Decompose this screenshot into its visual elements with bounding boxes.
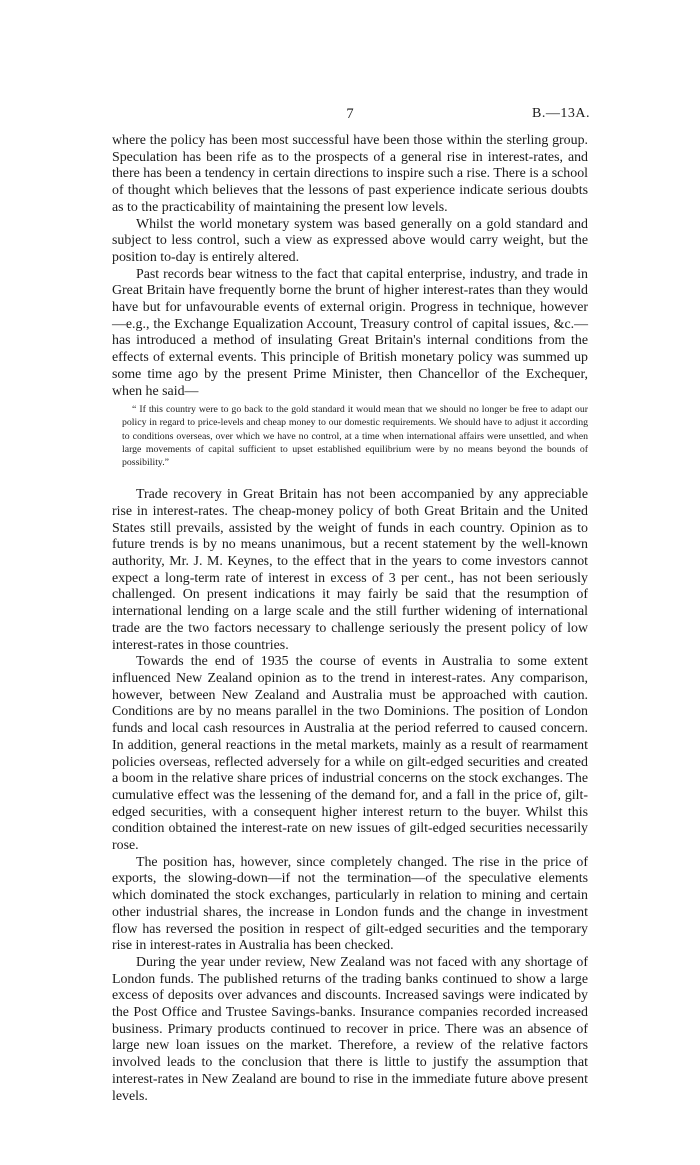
block-quote: “ If this country were to go back to the gold standard it would mean that we should no longer be free to adapt our policy in regard to price-levels and cheap money to our domestic requirements. We should have to adjust it according to conditions overseas, over which we have no control, at a time when international affairs were unsettled, and when large movements of capital sufficient to upset established equilibrium were by no means beyond the bounds of possibility.”	[122, 404, 588, 469]
body-text	[112, 133, 588, 1105]
paragraph: Towards the end of 1935 the course of events in Australia to some extent influenced New Zealand opinion as to the trend in interest-rates. Any comparison, however, between New Zealand and Australia must be approached with caution. Conditions are by no means parallel in the two Dominions. The position of London funds and local cash resources in Australia at the period referred to caused concern. In addition, general reactions in the metal markets, mainly as a result of rearmament policies overseas, reflected adversely for a while on gilt-edged securities and created a boom in the relative share prices of industrial concerns on the stock exchanges. The cumulative effect was the lessening of the demand for, and a fall in the price of, gilt-edged securities, with a consequent higher interest return to the buyer. Whilst this condition obtained the interest-rate on new issues of gilt-edged securities necessarily rose.	[112, 654, 588, 854]
paragraph: where the policy has been most successful have been those within the sterling group. Speculation has been rife as to the prospects of a general rise in interest-rates, and there has been a tendency in certain directions to inspire such a rise. There is a school of thought which believes that the lessons of past experience indicate serious doubts as to the practicability of maintaining the present low levels.	[112, 133, 588, 215]
paragraph: Trade recovery in Great Britain has not been accompanied by any appreciable rise in interest-rates. The cheap-money policy of both Great Britain and the United States still prevails, assisted by the weight of funds in each country. Opinion as to future trends is by no means unanimous, but a recent statement by the well-known authority, Mr. J. M. Keynes, to the effect that in the years to come investors cannot expect a long-term rate of interest in excess of 3 per cent., has not been seriously challenged. On present indications it may fairly be said that the resumption of international lending on a large scale and the still further widening of international trade are the two factors necessary to challenge seriously the present policy of low interest-rates in those countries.	[112, 487, 588, 653]
section-gap	[112, 469, 588, 487]
document-reference: B.—13A.	[532, 106, 590, 121]
paragraph: The position has, however, since completely changed. The rise in the price of exports, the slowing-down—if not the termination—of the speculative elements which dominated the stock exchanges, particularly in relation to mining and certain other industrial shares, the increase in London funds and the change in investment flow has reversed the position in respect of gilt-edged securities and the temporary rise in interest-rates in Australia has been checked.	[112, 854, 588, 954]
page-header	[0, 106, 700, 126]
paragraph: Past records bear witness to the fact that capital enterprise, industry, and trade in Great Britain have frequently borne the brunt of higher interest-rates than they would have but for unfavourable events of external origin. Progress in technique, however—e.g., the Exchange Equalization Account, Treasury control of capital issues, &c.—has introduced a method of insulating Great Britain's internal conditions from the effects of external events. This principle of British monetary policy was summed up some time ago by the present Prime Minister, then Chancellor of the Exchequer, when he said—	[112, 266, 588, 399]
page-number: 7	[346, 106, 354, 122]
paragraph: During the year under review, New Zealand was not faced with any shortage of London funds. The published returns of the trading banks continued to show a large excess of deposits over advances and discounts. Increased savings were indicated by the Post Office and Trustee Savings-banks. Insurance companies recorded increased business. Primary products continued to recover in price. There was an absence of large new loan issues on the market. Therefore, a review of the relative factors involved leads to the conclusion that there is little to justify the assumption that interest-rates in New Zealand are bound to rise in the immediate future above present levels.	[112, 954, 588, 1104]
paragraph: Whilst the world monetary system was based generally on a gold standard and subject to less control, such a view as expressed above would carry weight, but the position to-day is entirely altered.	[112, 216, 588, 265]
